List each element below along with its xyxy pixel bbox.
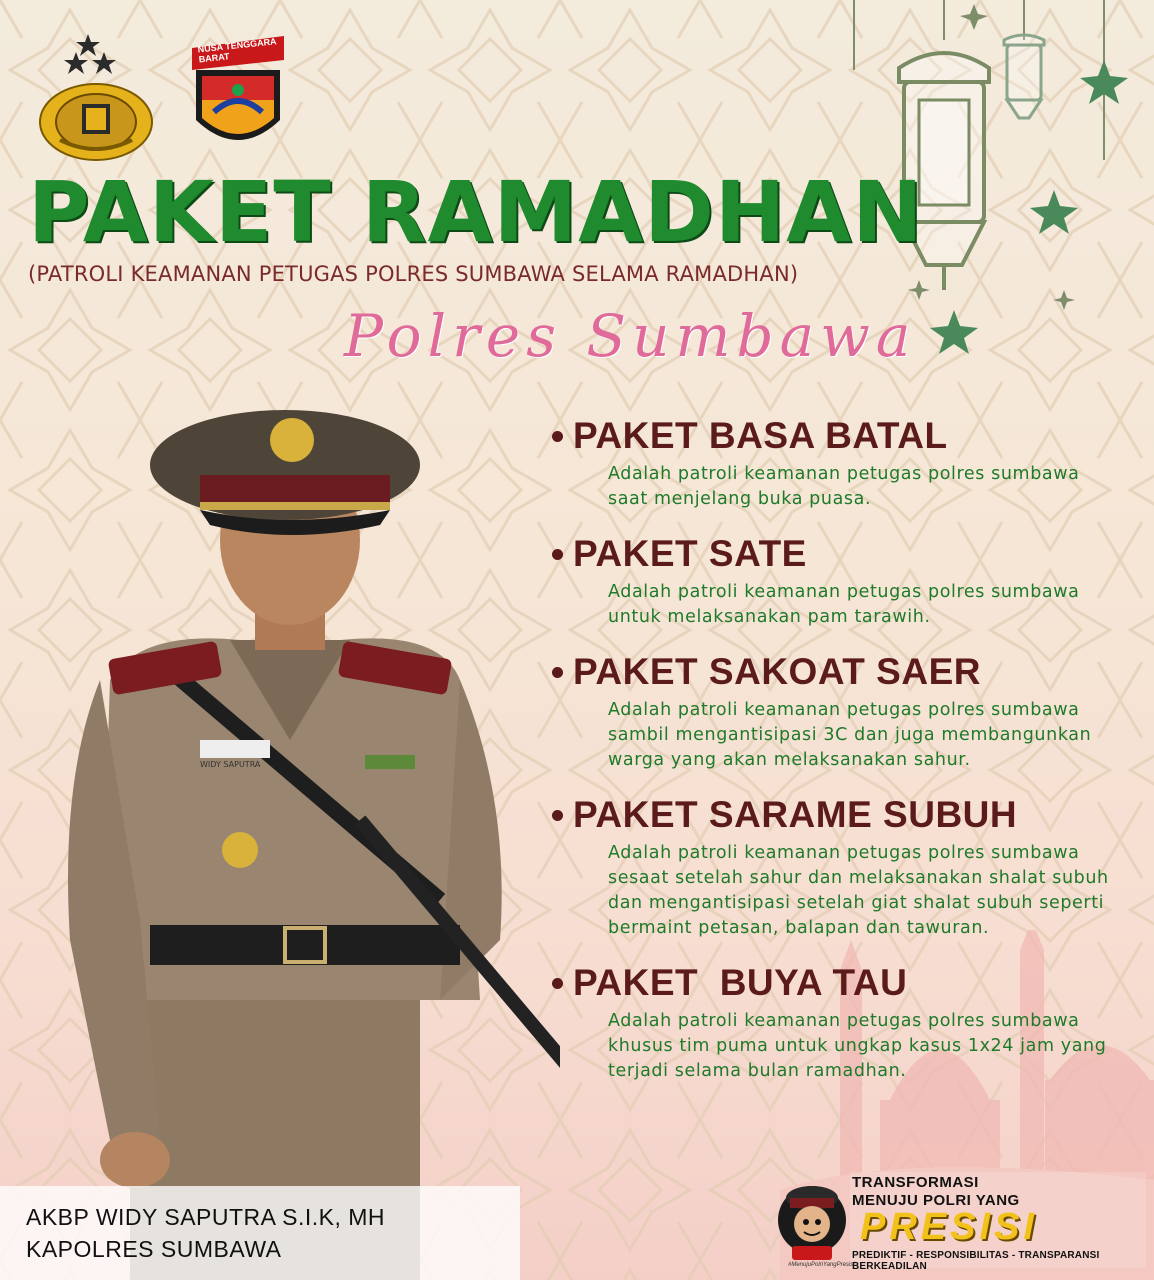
- package-title: PAKET BASA BATAL: [573, 415, 948, 456]
- presisi-hashtag: #MenujuPolriYangPresisi: [788, 1262, 855, 1268]
- officer-portrait: [40, 380, 560, 1280]
- small-lantern-icon: [1004, 35, 1044, 118]
- officer-name: AKBP WIDY SAPUTRA S.I.K, MH: [26, 1204, 386, 1230]
- page-subtitle: (PATROLI KEAMANAN PETUGAS POLRES SUMBAWA SELAMA RAMADHAN): [28, 262, 799, 286]
- package-title: PAKET SARAME SUBUH: [573, 794, 1018, 835]
- script-title: Polres Sumbawa: [344, 302, 917, 370]
- package-title: PAKET SATE: [573, 533, 807, 574]
- package-description: Adalah patroli keamanan petugas polres sumbawa sesaat setelah sahur dan melaksanakan shalat subuh dan mengantisipasi setelah giat shalat subuh seperti bermaint petasan, balapan dan tawuran.: [608, 843, 1109, 938]
- officer-name-tag: WIDY SAPUTRA: [200, 760, 261, 769]
- presisi-tagline: PREDIKTIF - RESPONSIBILITAS - TRANSPARANSI BERKEADILAN: [852, 1250, 1100, 1272]
- bullet-icon: [552, 810, 563, 821]
- package-title: PAKET SAKOAT SAER: [573, 651, 981, 692]
- bullet-icon: [552, 549, 563, 560]
- package-description: Adalah patroli keamanan petugas polres sumbawa saat menjelang buka puasa.: [608, 464, 1080, 509]
- list-item: [548, 648, 1138, 773]
- package-list: [548, 412, 1138, 1102]
- package-description: Adalah patroli keamanan petugas polres sumbawa untuk melaksanakan pam tarawih.: [608, 582, 1080, 627]
- ntb-banner-text: NUSA TENGGARA BARAT: [197, 36, 277, 65]
- package-description: Adalah patroli keamanan petugas polres sumbawa khusus tim puma untuk ungkap kasus 1x24 jam yang terjadi selama bulan ramadhan.: [608, 1011, 1107, 1081]
- polri-emblem-icon: [30, 30, 162, 162]
- bullet-icon: [552, 431, 563, 442]
- presisi-line1: TRANSFORMASI: [852, 1174, 979, 1191]
- presisi-mascot-icon: [776, 1168, 848, 1272]
- presisi-line2: MENUJU POLRI YANG: [852, 1192, 1020, 1209]
- bullet-icon: [552, 667, 563, 678]
- list-item: [548, 412, 1138, 512]
- package-title: PAKET BUYA TAU: [573, 962, 908, 1003]
- package-description: Adalah patroli keamanan petugas polres sumbawa sambil mengantisipasi 3C dan juga membangunkan warga yang akan melaksanakan sahur.: [608, 700, 1092, 770]
- list-item: [548, 791, 1138, 941]
- officer-caption: [0, 1186, 520, 1280]
- list-item: [548, 959, 1138, 1084]
- page-title: PAKET RAMADHAN: [28, 163, 924, 261]
- polda-ntb-badge: [192, 30, 284, 155]
- officer-position: KAPOLRES SUMBAWA: [26, 1236, 282, 1262]
- list-item: [548, 530, 1138, 630]
- bullet-icon: [552, 978, 563, 989]
- presisi-wordmark: PRESISI: [860, 1206, 1038, 1248]
